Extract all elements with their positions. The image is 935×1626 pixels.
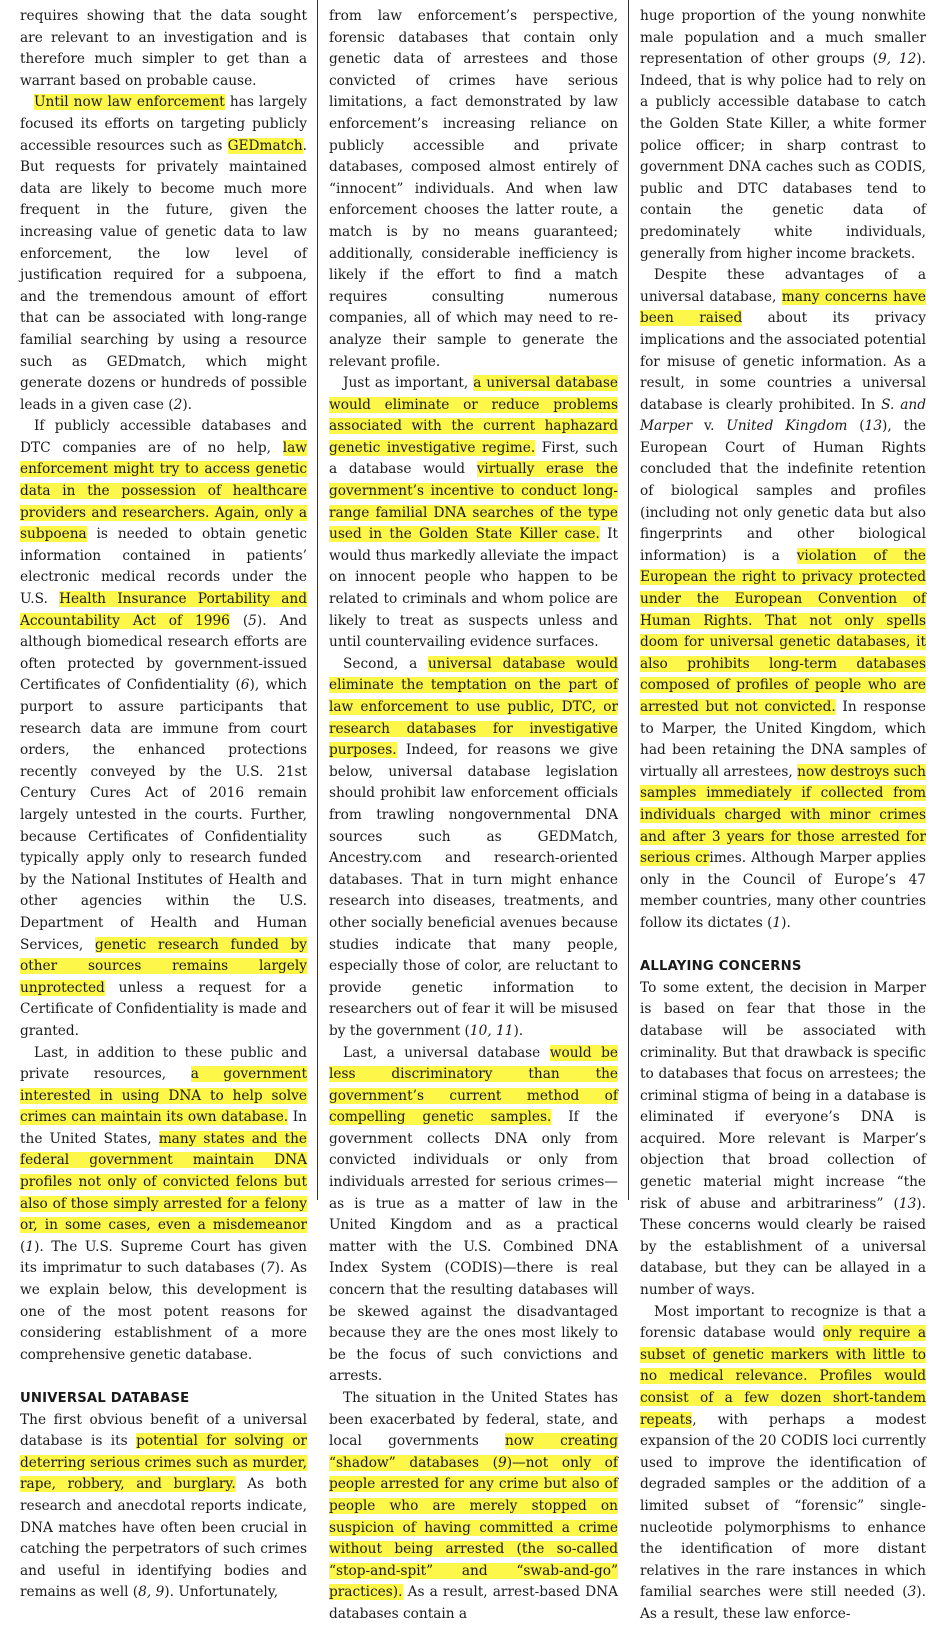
text-run: ALLAYING CONCERNS <box>640 959 802 975</box>
text-run: , with perhaps a modest expansion of the 20 CODIS loci currently used to improve the identification of degraded samples or the addition of a limited subset of “forensic” single-nucleotide polymorphisms to enhance the identification of more distant relatives in the rare instances in which familial searches were still needed ( <box>640 1411 926 1601</box>
highlighted-text: a universal database would eliminate or reduce problems associated with the current haphazard genetic investigative regime. <box>329 375 618 456</box>
citation: 2 <box>173 396 183 413</box>
text-run: ). <box>513 1022 524 1039</box>
paragraph <box>329 654 618 1043</box>
paragraph <box>329 6 618 373</box>
paragraph <box>329 1043 618 1389</box>
paragraph <box>640 265 926 934</box>
text-run: Indeed, for reasons we give below, universal database legislation should prohibit law enforcement officials from trawling nongovernmental DNA sources such as GEDMatch, Ancestry.com and research-oriented databases. That in turn might enhance research into diseases, treatments, and other socially beneficial avenues because studies indicate that many people, especially those of color, are reluctant to provide genetic information to researchers out of fear it will be misused by the government ( <box>329 742 618 1039</box>
highlighted-text: 9 <box>497 1454 507 1471</box>
section-heading <box>640 956 926 978</box>
text-run: ( <box>847 418 865 435</box>
paragraph <box>20 1410 307 1604</box>
citation: 9, 12 <box>877 51 917 68</box>
text-run: As a result, arrest-based DNA databases contain a <box>329 1584 618 1622</box>
highlighted-text: would be less discriminatory than the government’s current method of compelling genetic samples. <box>329 1044 619 1126</box>
highlighted-text: Health Insurance Portability and Accountability Act of 1996 <box>20 591 307 629</box>
text-run: If publicly accessible databases and DTC companies are of no help, <box>20 418 307 456</box>
citation: 3 <box>907 1584 917 1601</box>
text-run: The first obvious benefit of a universal database is its <box>20 1411 307 1450</box>
text-run: Last, a universal database <box>343 1044 550 1061</box>
paragraph <box>20 6 307 92</box>
text-run: . But requests for privately maintained data are likely to become much more frequent in the future, given the increasing value of genetic data to law enforcement, the low level of justification required for a subpoena, and the tremendous amount of effort that can be associated with long-range familial searching by using a resource such as GEDmatch, which might generate dozens or hundreds of possible leads in a given case ( <box>20 137 307 413</box>
citation: 8, 9 <box>138 1584 165 1601</box>
highlighted-text: now creating “shadow” databases ( <box>329 1433 618 1471</box>
text-run: from law enforcement’s perspective, forensic databases that contain only genetic data of arrestees and those convicted of crimes have serious limitations, a fact demonstrated by law enforcement’s increasing reliance on publicly accessible and private databases, composed almost entirely of “innocent” individuals. And when law enforcement chooses the latter route, a match is by no means guaranteed; additionally, considerable inefficiency is likely if the effort to find a match requires consulting numerous companies, all of which may need to re-analyze their sample to generate the relevant profile. <box>329 8 618 370</box>
text-run: If the government collects DNA only from convicted individuals or only from individuals arrested for serious crimes—as is true as a matter of law in the United Kingdom and as a practical matter with the U.S. Combined DNA Index System (CODIS)—there is real concern that the resulting databases will be skewed against the disadvantaged because they are the ones most likely to be the focus of such convictions and arrests. <box>329 1109 619 1385</box>
text-run: In response to Marper, the United Kingdom, which had been retaining the DNA samples of virtually all arrestees, <box>640 699 926 780</box>
text-run: unless a request for a Certificate of Confidentiality is made and granted. <box>20 979 307 1039</box>
citation: 6 <box>240 677 250 694</box>
text-run: ). As a result, these law enforce- <box>640 1584 926 1622</box>
text-run: ). As we explain below, this development is one of the most potent reasons for considering establishment of a more comprehensive genetic database. <box>20 1260 308 1363</box>
section-heading <box>20 1388 307 1410</box>
highlighted-text: a government interested in using DNA to help solve crimes can maintain its own database. <box>20 1066 307 1126</box>
paragraph <box>20 416 307 1042</box>
text-run: UNIVERSAL DATABASE <box>20 1391 190 1406</box>
text-run: Just as important, <box>343 375 474 392</box>
text-run: In the United States, <box>20 1109 307 1147</box>
text-run: ). <box>182 396 193 413</box>
text-run: about its privacy implications and the associated potential for misuse of genetic information. As a result, in some countries a universal database is clearly prohibited. In <box>640 310 926 413</box>
citation: 1 <box>25 1238 35 1255</box>
highlighted-text: )—not only of people arrested for any crime but also of people who are merely stopped on suspicion of having committed a crime without being arrested (the so-called “stop-and-spit” and “swab-and-go” practices). <box>329 1454 618 1601</box>
text-run: huge proportion of the young nonwhite male population and a much smaller representation of other groups ( <box>640 8 926 68</box>
highlighted-text: only require a subset of genetic markers with little to no medical relevance. Profiles would consist of a few dozen short-tandem repeats <box>640 1325 926 1428</box>
text-run: To some extent, the decision in Marper is based on fear that those in the database will be associated with criminality. But that drawback is specific to databases that focus on arrestees; the criminal stigma of being in a database is eliminated if everyone’s DNA is acquired. More relevant is Marper’s objection that broad collection of genetic material might increase “the risk of abuse and arbitrariness” ( <box>640 979 926 1212</box>
text-run: requires showing that the data sought are relevant to an investigation and is therefore much simpler to get than a warrant based on probable cause. <box>20 8 307 89</box>
text-run: ). The U.S. Supreme Court has given its imprimatur to such databases ( <box>20 1238 307 1277</box>
highlighted-text: virtually erase the government’s incentive to conduct long-range familial DNA searches of the type used in the Golden State Killer case. <box>329 461 618 543</box>
text-run: Most important to recognize is that a forensic database would <box>640 1303 926 1342</box>
text-run: is needed to obtain genetic information contained in patients’ electronic medical records under the U.S. <box>20 526 307 608</box>
column-divider <box>317 0 318 1200</box>
paragraph <box>640 1302 926 1626</box>
text-run: The situation in the United States has been exacerbated by federal, state, and local governments <box>329 1390 618 1450</box>
highlighted-text: many concerns have been raised <box>640 288 926 327</box>
text-run: imes. Although Marper applies only in the Council of Europe’s 47 member countries, many other countries follow its dictates ( <box>640 850 926 931</box>
text-run: ( <box>229 612 249 629</box>
text-run: ), the European Court of Human Rights concluded that the indefinite retention of biological samples and profiles (including not only genetic data but also fingerprints and other biological information) is a <box>640 418 926 564</box>
highlighted-text: now destroys such samples immediately if collected from individuals charged with minor crimes and after 3 years for those arrested for serious cr <box>640 763 926 867</box>
text-run: ). These concerns would clearly be raised by the establishment of a universal database, but they can be allayed in a number of ways. <box>640 1195 926 1299</box>
paragraph <box>329 1388 618 1626</box>
paragraph <box>640 6 926 265</box>
text-column-3 <box>640 6 927 1622</box>
paragraph <box>20 1043 307 1367</box>
text-run: Last, in addition to these public and private resources, <box>20 1044 307 1083</box>
citation: 7 <box>265 1260 275 1277</box>
highlighted-text: Until now law enforcement <box>34 94 225 111</box>
citation: 10, 11 <box>469 1022 514 1039</box>
paragraph <box>329 373 618 654</box>
highlighted-text: genetic research funded by other sources remains largely unprotected <box>20 936 307 996</box>
text-run: ( <box>20 1238 26 1255</box>
text-run: First, such a database would <box>329 439 618 478</box>
citation: 5 <box>248 612 257 629</box>
text-run: has largely focused its efforts on targeting publicly accessible resources such as <box>20 94 307 154</box>
paragraph <box>20 92 307 416</box>
text-run: Despite these advantages of a universal database, <box>640 267 926 305</box>
text-run: ), which purport to assure participants that research data are immune from court orders, the enhanced protections recently conveyed by the U.S. 21st Century Cures Act of 2016 remain largely untested in the courts. Further, because Certificates of Confidentiality typically apply only to research funded by the National Institutes of Health and other agencies within the U.S. Department of Health and Human Services, <box>20 677 307 953</box>
highlighted-text: law enforcement might try to access genetic data in the possession of healthcare providers and researchers. Again, only a subpoena <box>20 439 307 543</box>
highlighted-text: violation of the European the right to privacy protected under the European Convention of Human Rights. That not only spells doom for universal genetic databases, it also prohibits long-term databases composed of profiles of people who are arrested but not convicted. <box>640 547 927 715</box>
citation: 13 <box>864 418 883 435</box>
highlighted-text: GEDmatch <box>227 137 303 154</box>
text-column-2 <box>329 6 619 1622</box>
citation: United Kingdom <box>726 418 848 435</box>
text-run: ). Unfortunately, <box>164 1584 279 1601</box>
text-run: It would thus markedly alleviate the impact on innocent people who happen to be related to criminals and whom police are likely to treat as suspects unless and until countervailing evidence surfaces. <box>329 526 618 651</box>
text-run: ). Indeed, that is why police had to rely on a publicly accessible database to catch the Golden State Killer, a white former police officer; in sharp contrast to government DNA caches such as CODIS, public and DTC databases tend to contain the genetic data of predominately white individuals, generally from higher income brackets. <box>640 51 926 262</box>
paragraph <box>640 978 926 1302</box>
highlighted-text: many states and the federal government maintain DNA profiles not only of convicted felons but also of those simply arrested for a felony or, in some cases, even a misdemeanor <box>20 1130 307 1234</box>
text-run: As both research and anecdotal reports indicate, DNA matches have often been crucial in catching the perpetrators of such crimes and useful in identifying bodies and remains as well ( <box>20 1476 307 1601</box>
citation: S. and Marper <box>640 396 927 435</box>
highlighted-text: potential for solving or deterring serious crimes such as murder, rape, robbery, and burglary. <box>20 1433 307 1493</box>
text-run: v. <box>692 418 727 435</box>
column-divider <box>628 0 629 1200</box>
text-run: ). <box>781 914 791 931</box>
text-run: Second, a <box>343 655 428 672</box>
citation: 1 <box>772 914 782 931</box>
citation: 13 <box>898 1195 917 1212</box>
text-column-1 <box>20 6 308 1601</box>
highlighted-text: universal database would eliminate the temptation on the part of law enforcement to use public, DTC, or research databases for investigative purposes. <box>329 655 618 759</box>
text-run: ). And although biomedical research efforts are often protected by government-issued Certificates of Confidentiality ( <box>20 612 307 694</box>
